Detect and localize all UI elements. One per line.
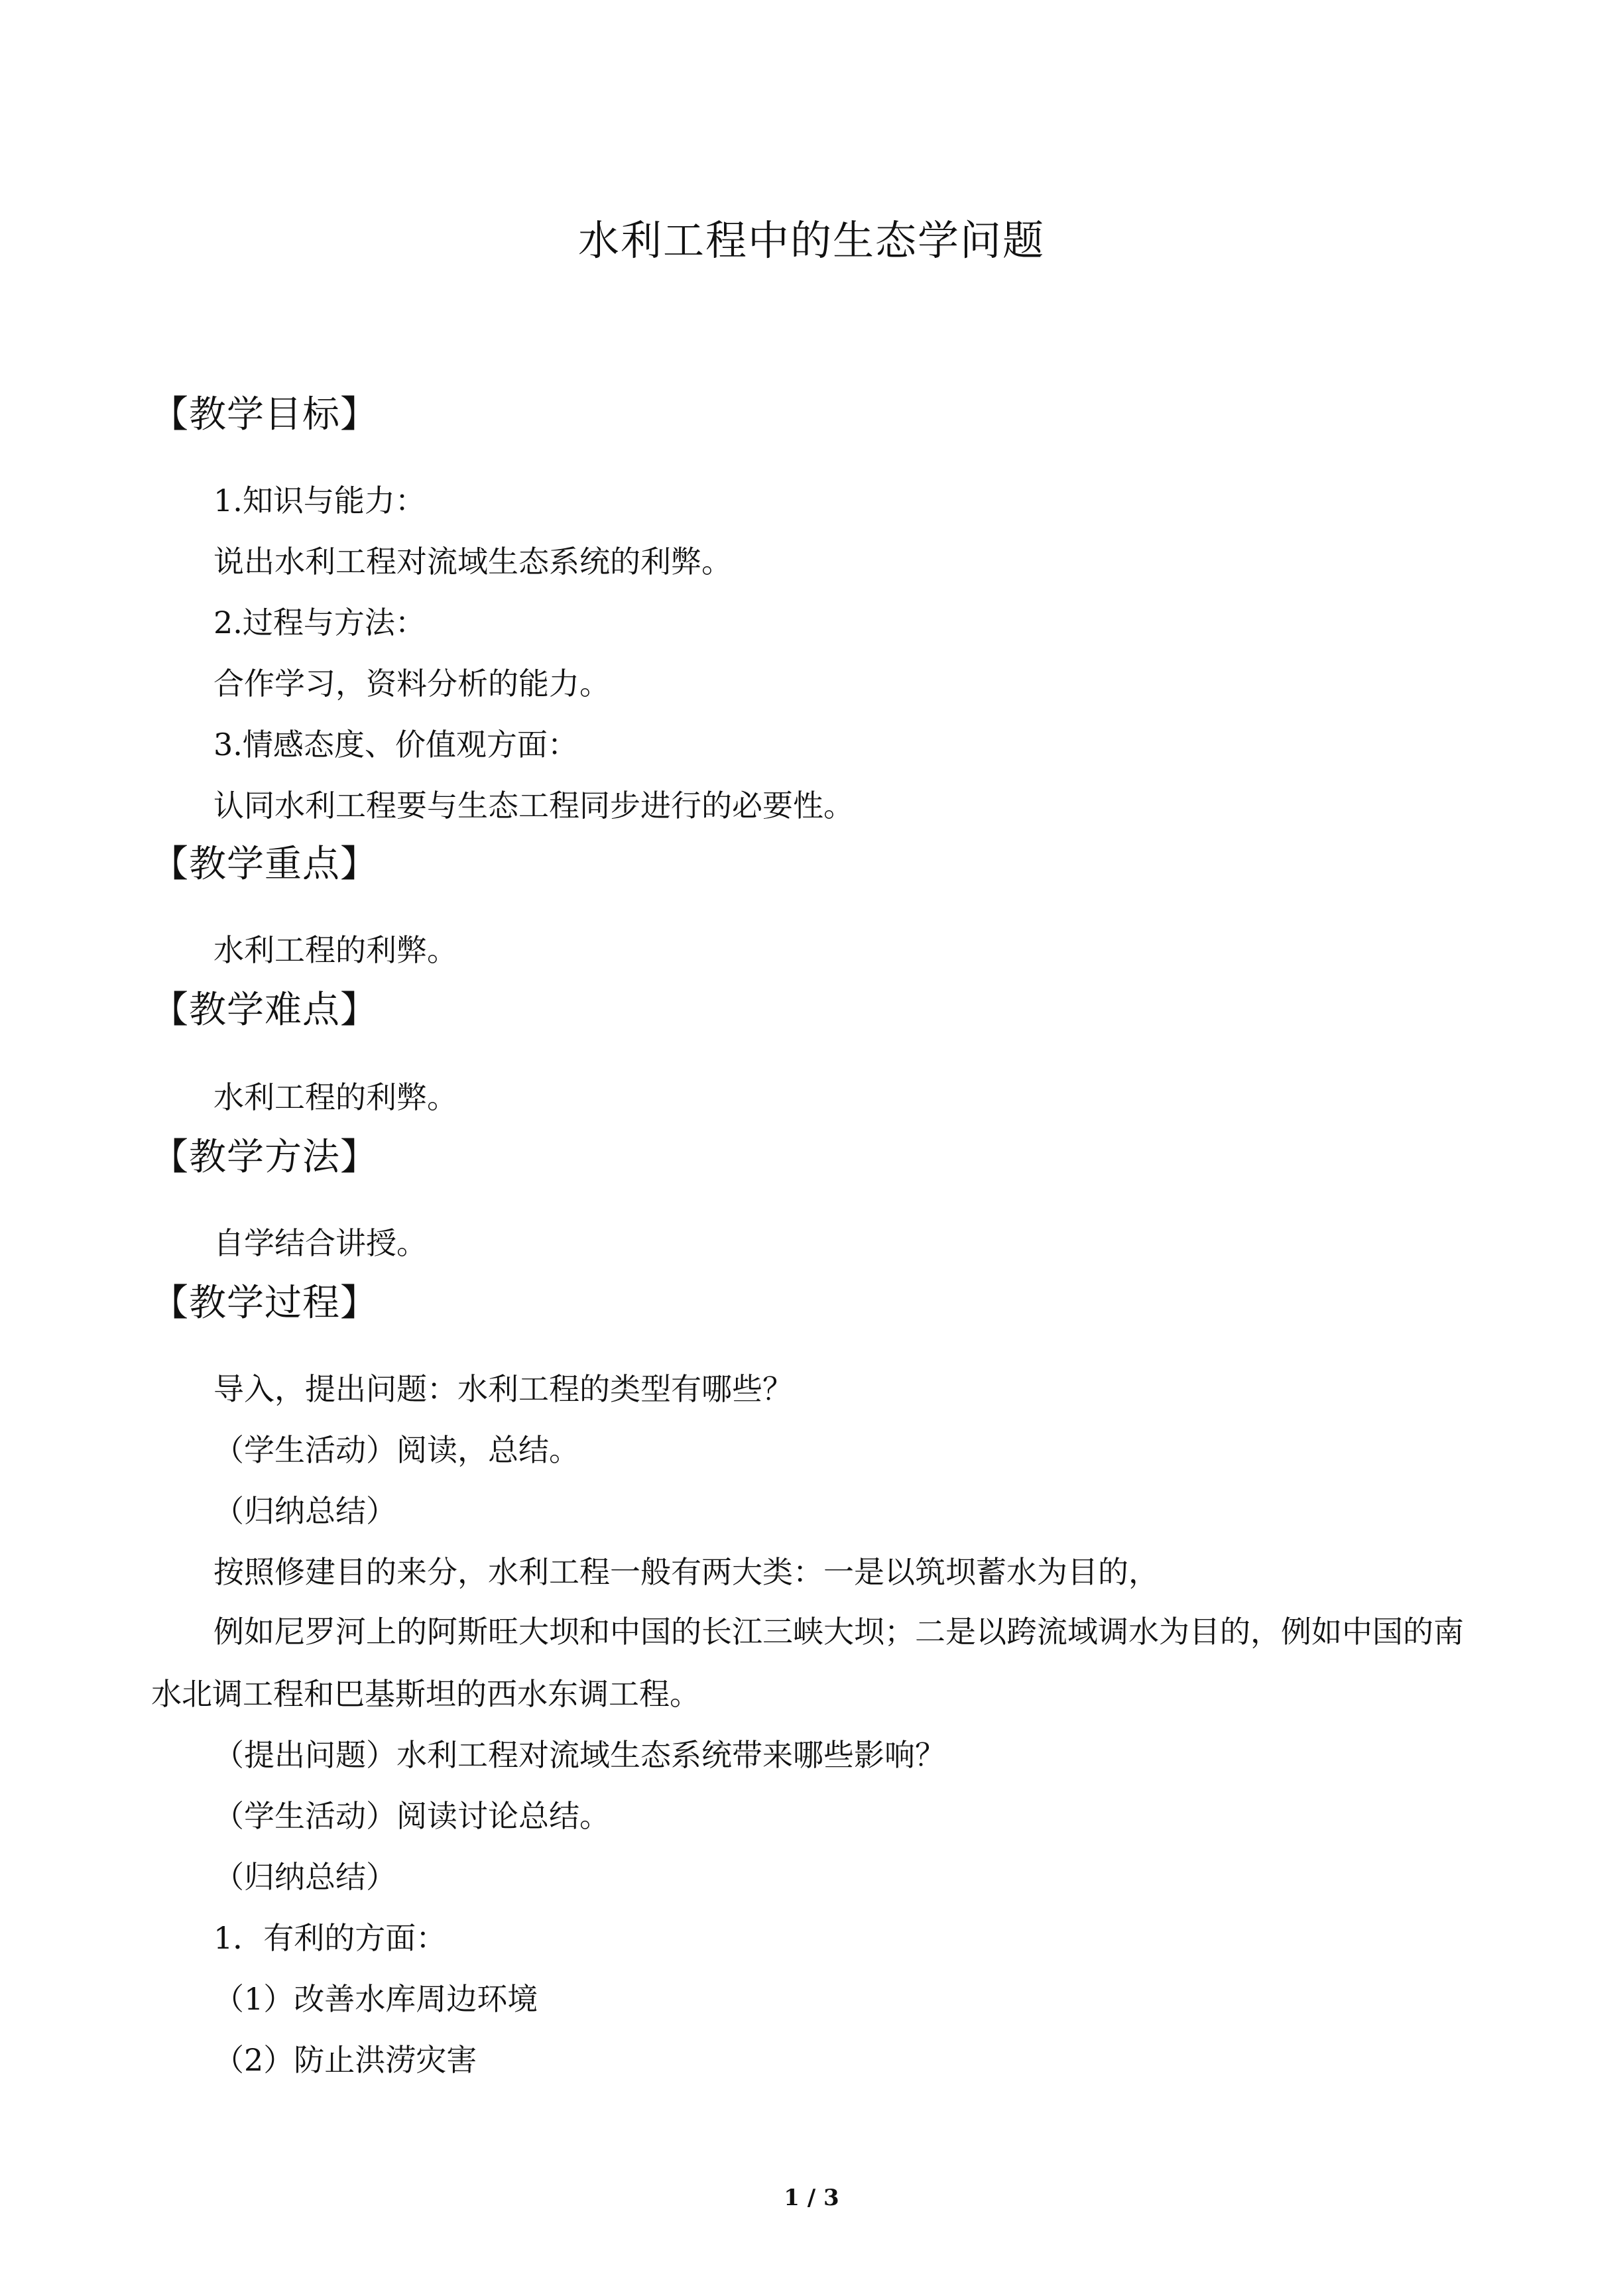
objective-line-5: 3.情感态度、价值观方面：: [213, 727, 578, 762]
objective-line-4: 合作学习，资料分析的能力。: [213, 666, 610, 701]
section-heading-methods: 【教学方法】: [151, 1136, 378, 1179]
process-line-10: （1）改善水库周边环境: [213, 1981, 538, 2017]
page-number: 1 / 3: [784, 2185, 839, 2211]
section-heading-process: 【教学过程】: [151, 1282, 378, 1325]
process-line-8: （归纳总结）: [213, 1859, 396, 1895]
process-line-4: 按照修建目的来分，水利工程一般有两大类：一是以筑坝蓄水为目的，: [213, 1554, 1159, 1590]
document-title: 水利工程中的生态学问题: [577, 216, 1045, 265]
objective-line-1: 1.知识与能力：: [213, 483, 426, 518]
process-line-9: 1．有利的方面：: [213, 1920, 447, 1956]
process-line-11: （2）防止洪涝灾害: [213, 2042, 477, 2078]
process-paragraph-5: 例如尼罗河上的阿斯旺大坝和中国的长江三峡大坝；二是以跨流域调水为目的，例如中国的南水北调工程和巴基斯坦的西水东调工程。: [151, 1614, 1464, 1712]
objective-line-6: 认同水利工程要与生态工程同步进行的必要性。: [213, 788, 854, 823]
process-line-7: （学生活动）阅读讨论总结。: [213, 1798, 610, 1834]
process-line-2: （学生活动）阅读，总结。: [213, 1432, 579, 1468]
process-line-3: （归纳总结）: [213, 1493, 396, 1529]
process-line-1: 导入，提出问题：水利工程的类型有哪些？: [213, 1371, 793, 1407]
objective-line-3: 2.过程与方法：: [213, 605, 426, 640]
process-line-6: （提出问题）水利工程对流域生态系统带来哪些影响？: [213, 1737, 945, 1773]
method-line-1: 自学结合讲授。: [213, 1225, 427, 1261]
difficulty-line-1: 水利工程的利弊。: [213, 1079, 457, 1115]
section-heading-difficulties: 【教学难点】: [151, 989, 378, 1032]
key-point-line-1: 水利工程的利弊。: [213, 932, 457, 968]
objective-line-2: 说出水利工程对流域生态系统的利弊。: [213, 544, 732, 579]
section-heading-key-points: 【教学重点】: [151, 843, 378, 886]
section-heading-objectives: 【教学目标】: [151, 393, 378, 436]
